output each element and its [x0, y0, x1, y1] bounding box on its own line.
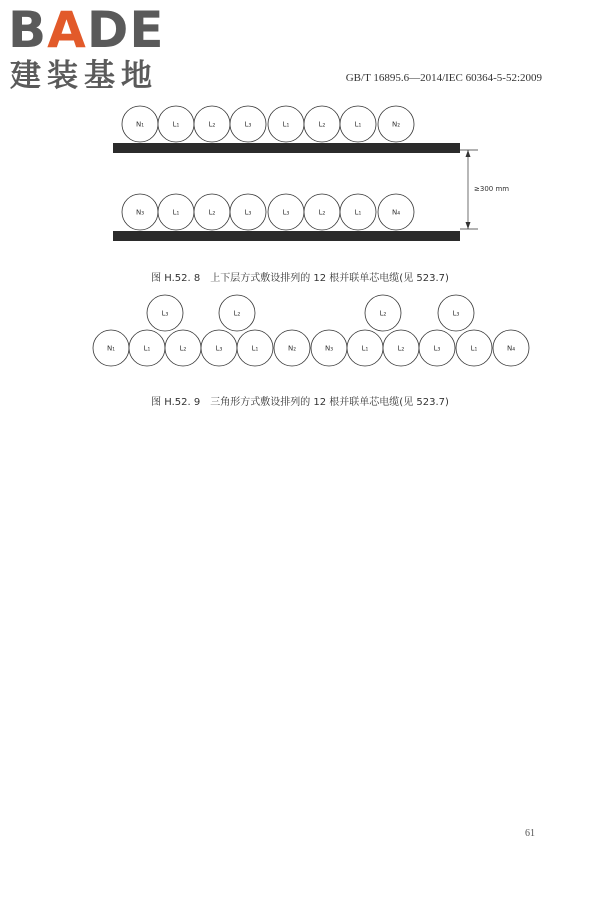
cable-label: L₁: [143, 344, 151, 353]
cable-label: L₃: [452, 309, 460, 318]
cable-label: L₃: [282, 208, 290, 217]
cable-label: N₄: [506, 344, 516, 353]
cable-label: L₂: [318, 120, 326, 129]
cable-label: L₃: [244, 208, 252, 217]
cable-label: L₃: [161, 309, 169, 318]
cable-label: L₂: [208, 120, 216, 129]
cable-label: L₁: [361, 344, 369, 353]
lower-cable-tray: [113, 231, 460, 241]
cable-label: L₁: [470, 344, 478, 353]
cable-label: L₂: [397, 344, 405, 353]
cable-label: N₄: [391, 208, 401, 217]
logo-wordmark: BADE: [8, 1, 165, 59]
logo-subtitle: 建装基地: [10, 58, 158, 94]
cable-label: L₁: [282, 120, 290, 129]
cable-label: L₂: [233, 309, 241, 318]
trefoil-bottom-row: [93, 330, 529, 366]
cable-label: N₂: [391, 120, 401, 129]
standard-number: GB/T 16895.6—2014/IEC 60364-5-52:2009: [345, 72, 542, 84]
cable-label: N₂: [287, 344, 297, 353]
cable-label: L₃: [215, 344, 223, 353]
cable-label: L₂: [318, 208, 326, 217]
cable-label: L₂: [208, 208, 216, 217]
trefoil-top-row: [147, 295, 474, 331]
cable-label: L₁: [172, 120, 180, 129]
cable-label: N₁: [106, 344, 116, 353]
cable-label: L₂: [379, 309, 387, 318]
spacing-label: ≥300 mm: [474, 185, 510, 193]
cable-label: L₁: [354, 120, 362, 129]
spacing-dimension: [460, 150, 509, 229]
page-number: 61: [525, 828, 535, 839]
figure-caption-h52-8: 图 H.52. 8 上下层方式敷设排列的 12 根并联单芯电缆(见 523.7): [151, 273, 449, 284]
cable-label: L₁: [251, 344, 259, 353]
cable-label: L₁: [172, 208, 180, 217]
cable-label: N₃: [324, 344, 334, 353]
cable-label: L₃: [244, 120, 252, 129]
cable-label: L₂: [179, 344, 187, 353]
lower-cable-row: [122, 194, 414, 230]
upper-cable-tray: [113, 143, 460, 153]
figure-caption-h52-9: 图 H.52. 9 三角形方式敷设排列的 12 根并联单芯电缆(见 523.7): [151, 397, 449, 408]
cable-label: L₁: [354, 208, 362, 217]
upper-cable-row: [122, 106, 414, 142]
cable-label: N₃: [135, 208, 145, 217]
cable-label: L₃: [433, 344, 441, 353]
cable-label: N₁: [135, 120, 145, 129]
